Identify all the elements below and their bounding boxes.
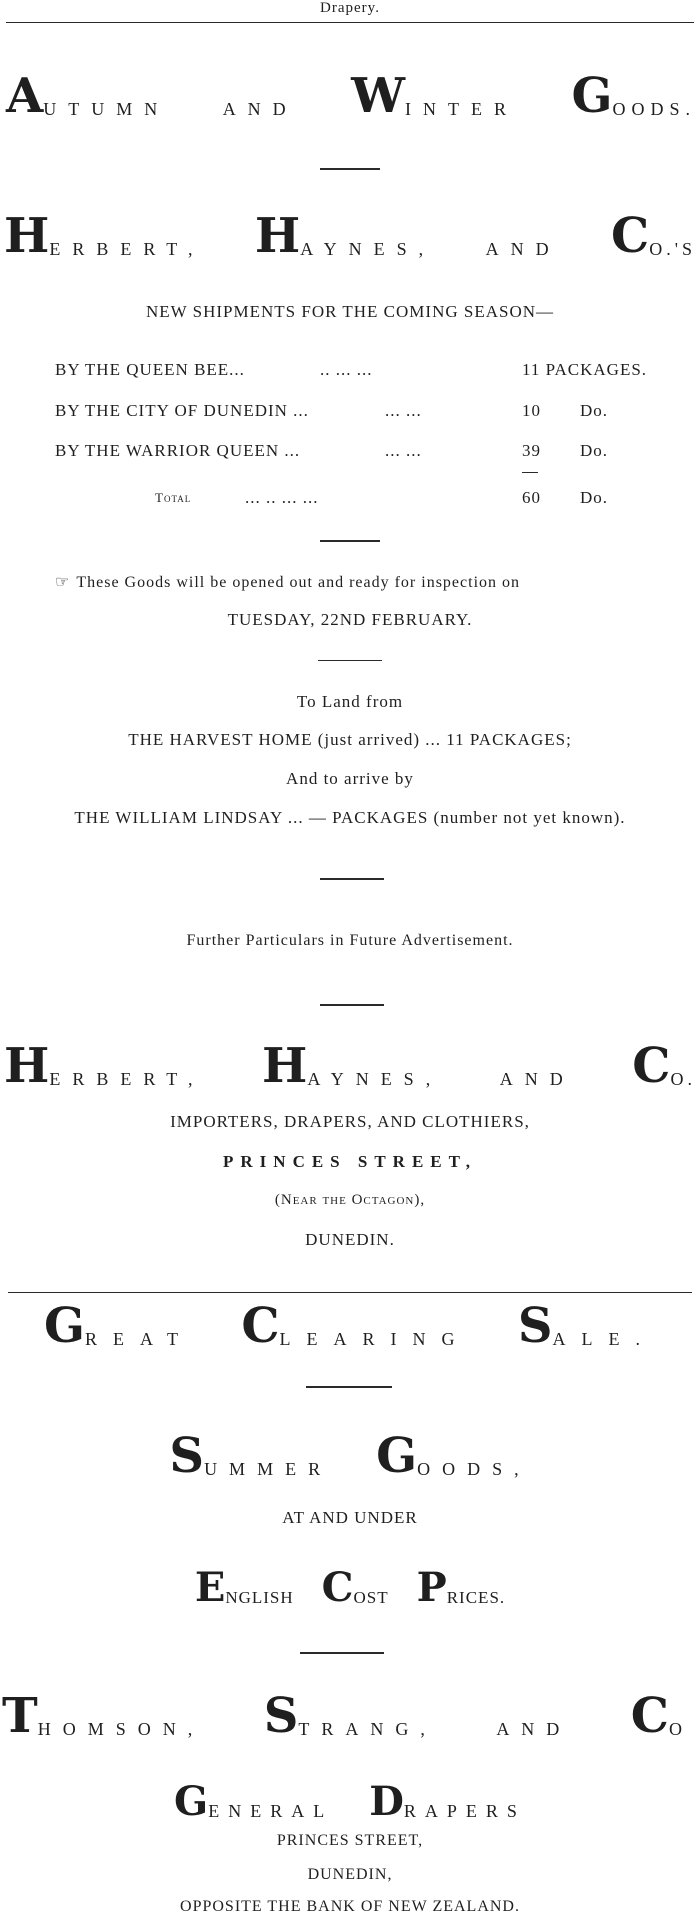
headline-word: GOODS. xyxy=(571,68,696,124)
header-rule xyxy=(6,22,694,23)
shipment-dots: .. ... ... xyxy=(320,360,373,379)
firm-word: CO.'S xyxy=(611,208,696,264)
headline-word: COST xyxy=(321,1564,389,1611)
firm-name-thomson-strang xyxy=(2,1680,694,1744)
william-lindsay-line: THE WILLIAM LINDSAY ... — PACKAGES (number not yet known). xyxy=(74,808,626,827)
at-and-under: AT AND UNDER xyxy=(282,1508,418,1527)
firm-name-herbert-haynes xyxy=(4,200,696,264)
dunedin-line: DUNEDIN. xyxy=(305,1230,395,1249)
to-land-from: To Land from xyxy=(296,692,404,711)
summer-goods-headline xyxy=(150,1420,550,1484)
headline-word: DRAPERS xyxy=(369,1778,526,1825)
great-clearing-sale-headline xyxy=(44,1290,656,1354)
harvest-home-line: THE HARVEST HOME (just arrived) ... 11 PACKAGES; xyxy=(128,730,572,749)
english-cost-prices xyxy=(150,1548,550,1611)
firm-name-herbert-haynes xyxy=(4,1030,696,1094)
shipment-dots: ... ... xyxy=(385,441,422,460)
shipment-label: BY THE WARRIOR QUEEN ... xyxy=(55,441,301,460)
headline-word: WINTER xyxy=(351,68,519,124)
further-particulars: Further Particulars in Future Advertisement. xyxy=(186,932,514,949)
shipments-intro: NEW SHIPMENTS FOR THE COMING SEASON— xyxy=(146,302,554,321)
firm-word: CO xyxy=(630,1688,694,1744)
firm-word: AND xyxy=(499,1069,575,1089)
pointing-hand-icon: ☞ xyxy=(55,574,71,591)
headline-word: GREAT xyxy=(44,1298,194,1354)
firm-word: HAYNES, xyxy=(261,1038,443,1094)
headline-word: GOODS, xyxy=(376,1428,531,1484)
headline-word: PRICES. xyxy=(416,1564,506,1611)
headline-word: GENERAL xyxy=(174,1778,334,1825)
sum-rule xyxy=(522,472,538,473)
shipment-dots: ... ... xyxy=(385,401,422,420)
firm-word: HERBERT, xyxy=(4,1038,205,1094)
headline-word: SUMMER xyxy=(169,1428,333,1484)
headline-word: AND xyxy=(222,99,298,119)
autumn-winter-headline xyxy=(6,60,696,124)
divider xyxy=(318,660,382,661)
princes-street-address: PRINCES STREET, xyxy=(276,1832,424,1849)
inspection-text: These Goods will be opened out and ready for inspection on xyxy=(76,574,521,591)
firm-word: THOMSON, xyxy=(2,1688,205,1744)
firm-word: STRANG, xyxy=(263,1688,437,1744)
importers-line: IMPORTERS, DRAPERS, AND CLOTHIERS, xyxy=(170,1112,530,1131)
firm-word: HERBERT, xyxy=(4,208,205,264)
near-octagon-line: (Near the Octagon), xyxy=(274,1192,426,1208)
total-count: 60 xyxy=(522,488,541,507)
firm-word: AND xyxy=(485,239,561,259)
total-dots: ... .. ... ... xyxy=(245,488,319,507)
divider xyxy=(320,540,380,542)
inspection-date: TUESDAY, 22ND FEBRUARY. xyxy=(227,610,473,629)
firm-word: HAYNES, xyxy=(254,208,436,264)
headline-word: CLEARING xyxy=(241,1298,471,1354)
to-arrive-by: And to arrive by xyxy=(286,769,414,788)
headline-word: AUTUMN xyxy=(6,68,170,124)
opposite-bank-line: OPPOSITE THE BANK OF NEW ZEALAND. xyxy=(180,1898,520,1915)
total-label: Total xyxy=(155,490,192,505)
princes-street-line: PRINCES STREET, xyxy=(223,1152,477,1171)
firm-word: CO. xyxy=(632,1038,696,1094)
divider xyxy=(306,1386,392,1388)
shipment-label: BY THE CITY OF DUNEDIN ... xyxy=(55,401,309,420)
general-drapers-headline xyxy=(150,1762,550,1825)
inspection-notice xyxy=(55,572,520,592)
headline-word: SALE. xyxy=(517,1298,656,1354)
divider xyxy=(320,1004,384,1006)
shipment-count: 39 xyxy=(522,441,541,460)
divider xyxy=(300,1652,384,1654)
shipment-count: 11 PACKAGES. xyxy=(522,360,648,379)
shipment-unit: Do. xyxy=(580,441,609,460)
shipment-count: 10 xyxy=(522,401,541,420)
section-header: Drapery. xyxy=(320,0,380,16)
divider xyxy=(320,168,380,170)
firm-word: AND xyxy=(496,1719,572,1739)
shipment-unit: Do. xyxy=(580,401,609,420)
dunedin-address: DUNEDIN, xyxy=(307,1866,393,1883)
divider xyxy=(320,878,384,880)
total-unit: Do. xyxy=(580,488,609,507)
headline-word: ENGLISH xyxy=(194,1564,294,1611)
shipment-label: BY THE QUEEN BEE... xyxy=(55,360,245,379)
